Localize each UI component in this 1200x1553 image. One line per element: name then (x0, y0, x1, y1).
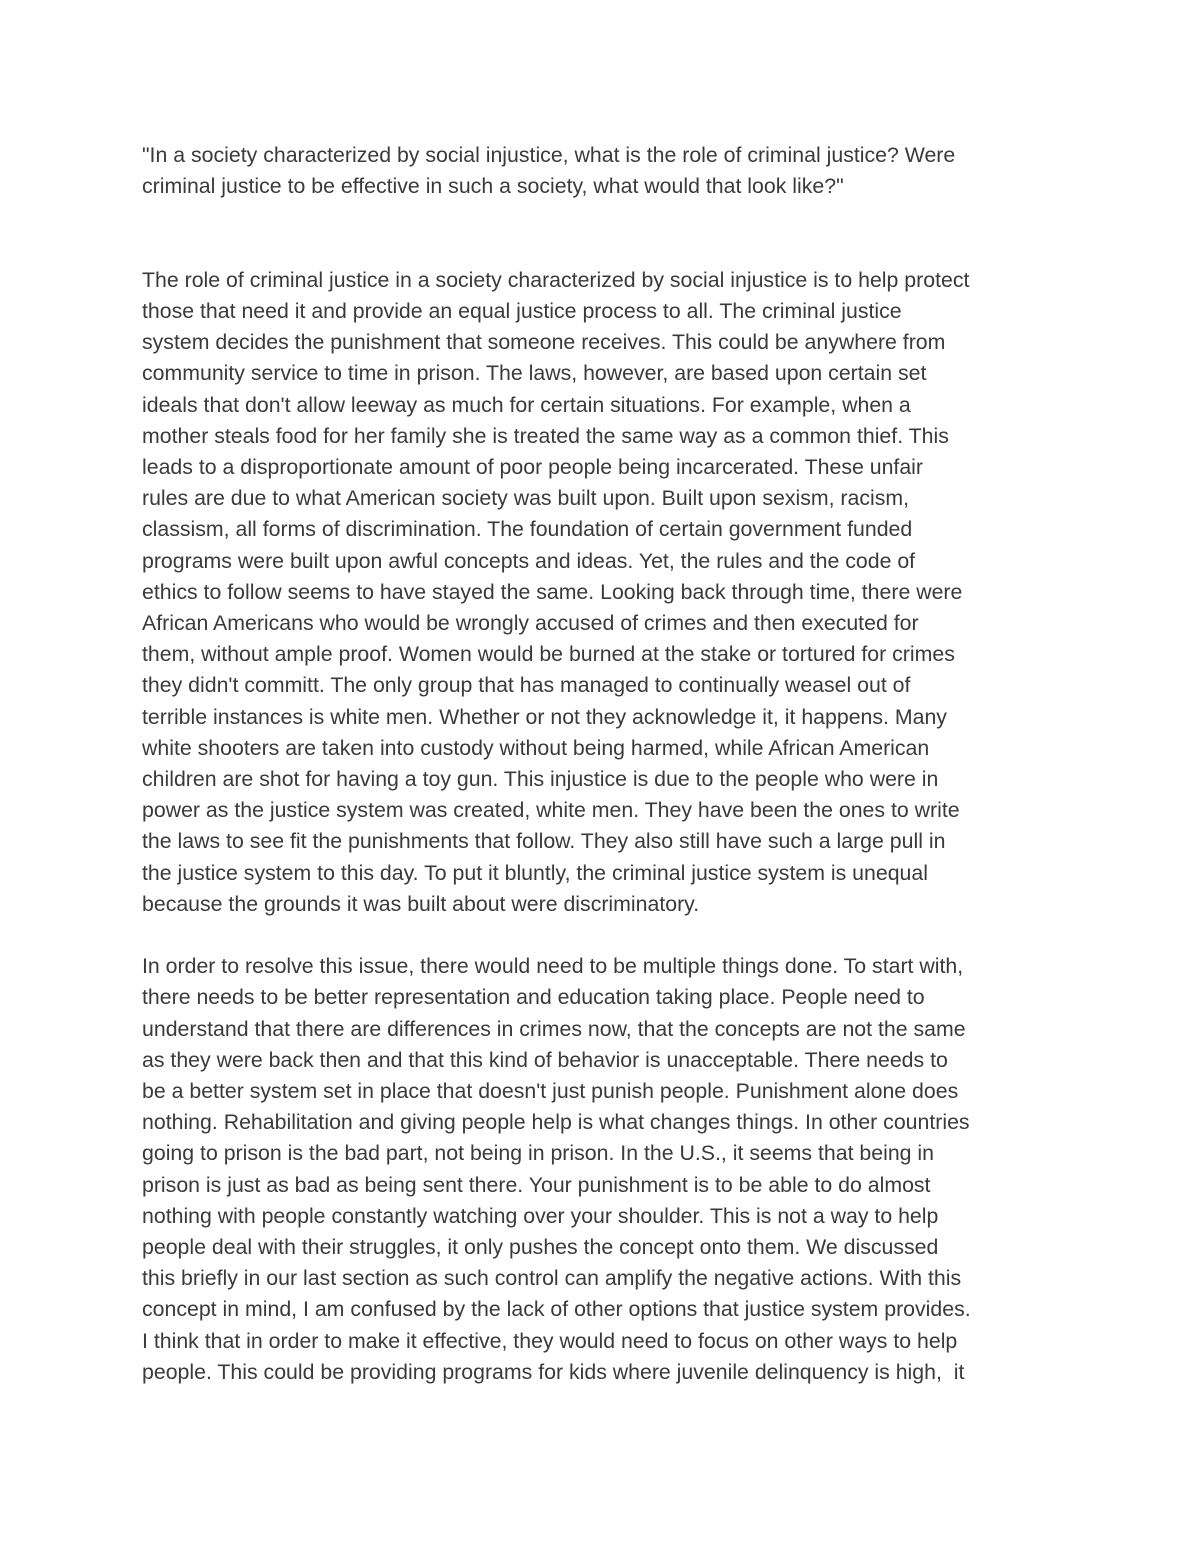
text-line: nothing. Rehabilitation and giving people help is what changes things. In other countries (142, 1110, 970, 1135)
text-line: people deal with their struggles, it only pushes the concept onto them. We discussed (142, 1235, 939, 1260)
blank-line (142, 920, 1067, 951)
text-line: be a better system set in place that doesn't just punish people. Punishment alone does (142, 1079, 959, 1104)
text-line: understand that there are differences in crimes now, that the concepts are not the same (142, 1016, 966, 1041)
text-line: concept in mind, I am confused by the lack of other options that justice system provides. (142, 1297, 971, 1322)
text-line: the laws to see fit the punishments that follow. They also still have such a large pull in (142, 829, 946, 854)
text-line: terrible instances is white men. Whether or not they acknowledge it, it happens. Many (142, 704, 947, 729)
text-line: those that need it and provide an equal justice process to all. The criminal justice (142, 298, 902, 323)
text-line: prison is just as bad as being sent there. Your punishment is to be able to do almost (142, 1172, 931, 1197)
text-line: because the grounds it was built about were discriminatory. (142, 891, 700, 916)
paragraph-1 (142, 265, 1067, 920)
text-line: there needs to be better representation and education taking place. People need to (142, 985, 925, 1010)
text-line: African Americans who would be wrongly accused of crimes and then executed for (142, 611, 919, 636)
blank-line (142, 202, 1067, 233)
text-line: programs were built upon awful concepts and ideas. Yet, the rules and the code of (142, 548, 916, 573)
text-line: them, without ample proof. Women would be burned at the stake or tortured for crimes (142, 642, 955, 667)
text-line: children are shot for having a toy gun. This injustice is due to the people who were in (142, 767, 939, 792)
text-line: as they were back then and that this kind of behavior is unacceptable. There needs to (142, 1047, 948, 1072)
paragraph-2 (142, 951, 1067, 1388)
text-line: nothing with people constantly watching over your shoulder. This is not a way to help (142, 1203, 939, 1228)
text-line: rules are due to what American society was built upon. Built upon sexism, racism, (142, 486, 910, 511)
text-line: people. This could be providing programs for kids where juvenile delinquency is high, it (142, 1359, 965, 1384)
blank-line (142, 234, 1067, 265)
text-line: ideals that don't allow leeway as much for certain situations. For example, when a (142, 392, 911, 417)
text-line: I think that in order to make it effective, they would need to focus on other ways to help (142, 1328, 958, 1353)
text-line: mother steals food for her family she is treated the same way as a common thief. This (142, 423, 949, 448)
text-line: "In a society characterized by social injustice, what is the role of criminal justice? Were (142, 143, 956, 167)
text-line: white shooters are taken into custody without being harmed, while African American (142, 735, 930, 760)
text-line: classism, all forms of discrimination. The foundation of certain government funded (142, 517, 913, 542)
text-line: they didn't committ. The only group that has managed to continually weasel out of (142, 673, 911, 698)
text-line: this briefly in our last section as such control can amplify the negative actions. With this (142, 1266, 962, 1291)
text-line: leads to a disproportionate amount of poor people being incarcerated. These unfair (142, 455, 924, 479)
text-line: system decides the punishment that someone receives. This could be anywhere from (142, 330, 946, 355)
text-line: In order to resolve this issue, there would need to be multiple things done. To start with, (142, 954, 964, 979)
text-line: The role of criminal justice in a society characterized by social injustice is to help protect (142, 267, 970, 292)
text-line: criminal justice to be effective in such a society, what would that look like?" (142, 174, 844, 199)
text-line: going to prison is the bad part, not being in prison. In the U.S., it seems that being in (142, 1141, 935, 1166)
essay-prompt (142, 140, 1067, 202)
document-body (142, 140, 1067, 1388)
text-line: power as the justice system was created, white men. They have been the ones to write (142, 798, 960, 823)
text-line: the justice system to this day. To put it bluntly, the criminal justice system is unequal (142, 860, 928, 885)
text-line: ethics to follow seems to have stayed the same. Looking back through time, there were (142, 579, 963, 604)
text-line: community service to time in prison. The laws, however, are based upon certain set (142, 361, 927, 386)
